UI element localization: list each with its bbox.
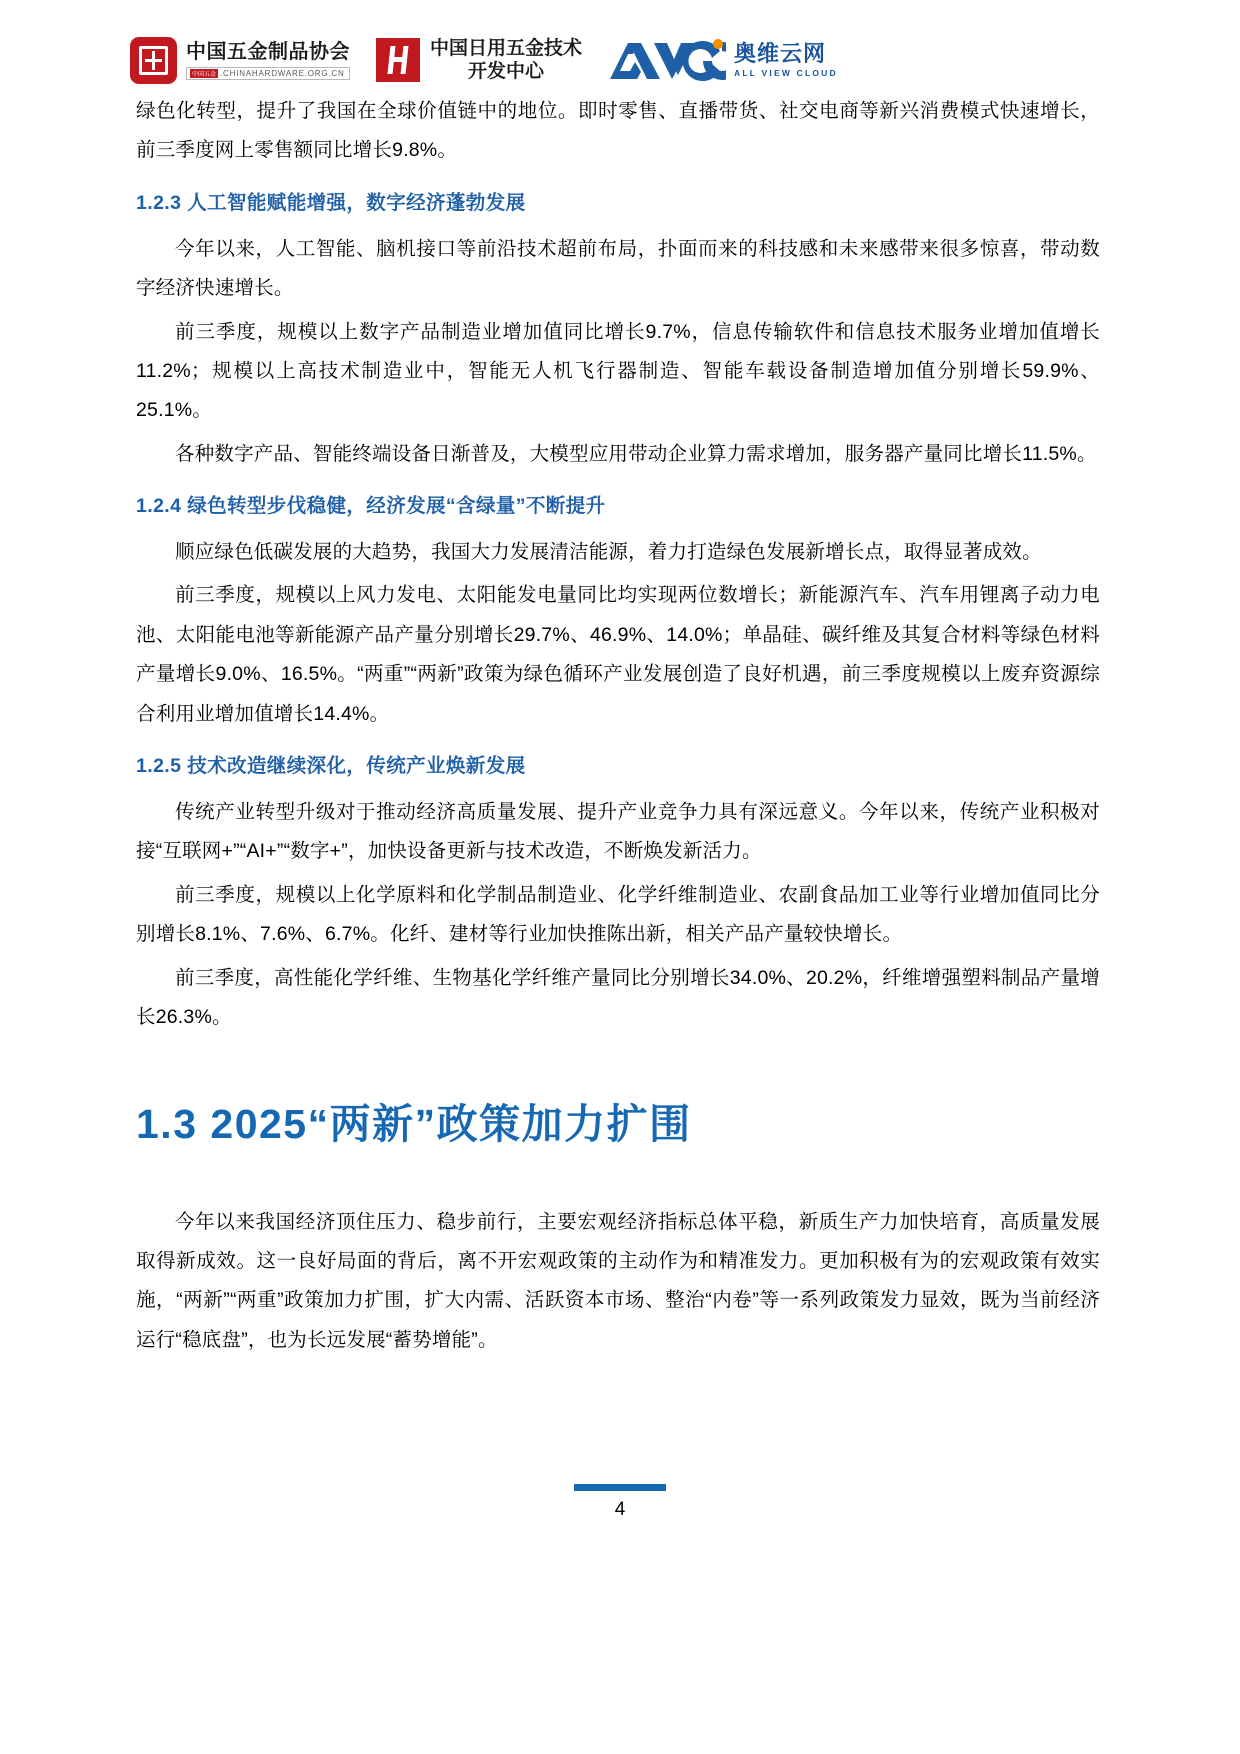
section-1-2-5-paragraph-2: 前三季度，规模以上化学原料和化学制品制造业、化学纤维制造业、农副食品加工业等行业增加值同比分别增长8.1%、7.6%、6.7%。化纤、建材等行业加快推陈出新，相关产品产量较快增长。	[136, 883, 1100, 946]
logo-china-hardware-association	[130, 37, 350, 84]
page-header	[0, 0, 1240, 92]
section-1-2-4-paragraph-1: 顺应绿色低碳发展的大趋势，我国大力发展清洁能源，着力打造绿色发展新增长点，取得显著成效。	[175, 541, 1042, 564]
logo-url-badge: 中国五金	[190, 69, 218, 78]
logo-china-daily-hardware-tech-center	[376, 37, 582, 83]
footer-divider	[574, 1484, 666, 1491]
major-section-heading-wrap	[136, 1099, 1100, 1150]
page-number: 4	[614, 1499, 626, 1521]
section-1-2-3-paragraph-3: 各种数字产品、智能终端设备日渐普及，大模型应用带动企业算力需求增加，服务器产量同比增长11.5%。	[175, 442, 1097, 465]
china-hardware-association-text	[186, 41, 350, 80]
tech-center-text	[430, 37, 582, 83]
logo-url-text: .CHINAHARDWARE.ORG.CN	[220, 68, 345, 78]
document-content	[0, 92, 1240, 1360]
avc-text	[734, 42, 838, 78]
page-footer	[0, 1484, 1240, 1522]
section-1-2-4-paragraph-2: 前三季度，规模以上风力发电、太阳能发电量同比均实现两位数增长；新能源汽车、汽车用锂离子动力电池、太阳能电池等新能源产品产量分别增长29.7%、46.9%、14.0%；单晶硅、碳纤维及其复合材料等绿色材料产量增长9.0%、16.5%。“两重”“两新”政策为绿色循环产业发展创造了良好机遇，前三季度规模以上废弃资源综合利用业增加值增长14.4%。	[136, 584, 1100, 725]
major-section-paragraph-1: 今年以来我国经济顶住压力、稳步前行，主要宏观经济指标总体平稳，新质生产力加快培育，高质量发展取得新成效。这一良好局面的背后，离不开宏观政策的主动作为和精准发力。更加积极有为的宏观政策有效实施，“两新”“两重”政策加力扩围，扩大内需、活跃资本市场、整治“内卷”等一系列政策发力显效，既为当前经济运行“稳底盘”，也为长远发展“蓄势增能”。	[136, 1210, 1100, 1351]
section-1-2-3-paragraph-2: 前三季度，规模以上数字产品制造业增加值同比增长9.7%，信息传输软件和信息技术服务业增加值增长11.2%；规模以上高技术制造业中，智能无人机飞行器制造、智能车载设备制造增加值分别增长59.9%、25.1%。	[136, 320, 1100, 422]
china-hardware-association-mark-icon	[130, 37, 177, 84]
logo-group	[130, 37, 864, 84]
avc-chinese-name: 奥维云网	[734, 40, 827, 66]
major-section-heading-1-3: 1.3 2025“两新”政策加力扩围	[136, 1101, 692, 1148]
tech-center-line1: 中国日用五金技术	[430, 37, 583, 59]
section-heading-1-2-5: 1.2.5 技术改造继续深化，传统产业焕新发展	[136, 754, 526, 777]
mark-inner-horizontal	[145, 59, 162, 62]
avc-english-name: ALL VIEW CLOUD	[734, 68, 838, 79]
section-1-2-5-paragraph-3: 前三季度，高性能化学纤维、生物基化学纤维产量同比分别增长34.0%、20.2%，纤维增强塑料制品产量增长26.3%。	[136, 966, 1100, 1028]
section-heading-1-2-4: 1.2.4 绿色转型步伐稳健，经济发展“含绿量”不断提升	[136, 495, 606, 518]
tech-center-line2: 开发中心	[468, 61, 545, 82]
h-mark-crossbar	[389, 57, 407, 62]
section-1-2-5-paragraph-1: 传统产业转型升级对于推动经济高质量发展、提升产业竞争力具有深远意义。今年以来，传统产业积极对接“互联网+”“AI+”“数字+”，加快设备更新与技术改造，不断焕发新活力。	[136, 801, 1100, 863]
logo-title: 中国五金制品协会	[186, 40, 350, 63]
section-1-2-3-paragraph-1: 今年以来，人工智能、脑机接口等前沿技术超前布局，扑面而来的科技感和未来感带来很多惊喜，带动数字经济快速增长。	[136, 237, 1100, 300]
intro-paragraph: 绿色化转型，提升了我国在全球价值链中的地位。即时零售、直播带货、社交电商等新兴消费模式快速增长，前三季度网上零售额同比增长9.8%。	[136, 100, 1100, 162]
h-square-mark-icon	[376, 38, 420, 82]
logo-avc-all-view-cloud	[608, 37, 838, 83]
section-heading-1-2-3: 1.2.3 人工智能赋能增强，数字经济蓬勃发展	[136, 191, 526, 214]
logo-url	[186, 67, 350, 80]
avc-logomark-icon	[608, 37, 726, 83]
